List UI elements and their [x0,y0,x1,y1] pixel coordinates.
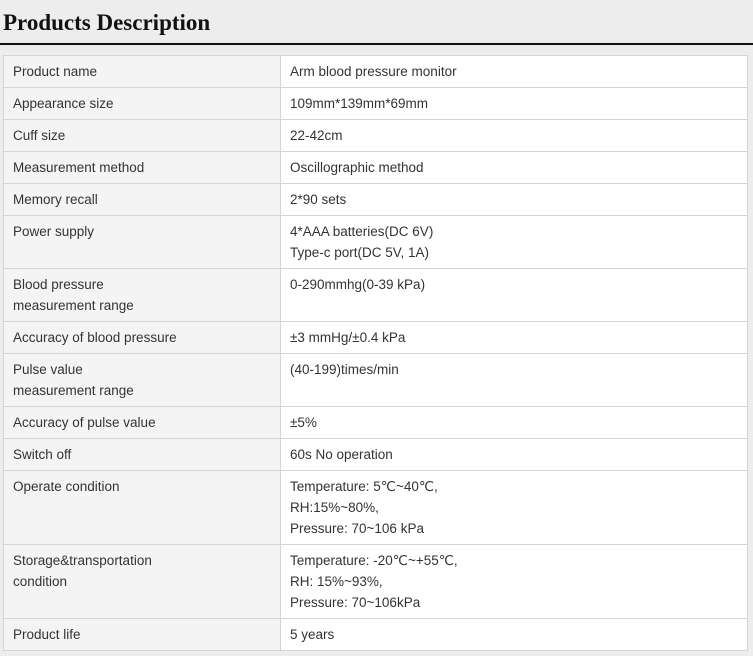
spec-row [4,120,748,152]
spec-label: Pulse value [13,362,83,377]
spec-table-wrapper [3,55,748,651]
spec-label: Product life [13,627,81,642]
spec-label: Cuff size [13,128,66,143]
spec-row [4,269,748,322]
spec-label-cell [4,407,281,439]
spec-value-cell [281,471,748,545]
spec-row [4,56,748,88]
spec-row [4,322,748,354]
spec-value: 0-290mmhg(0-39 kPa) [290,277,426,292]
spec-value: 2*90 sets [290,192,347,207]
spec-value: Oscillographic method [290,160,424,175]
spec-label: Operate condition [13,479,120,494]
spec-label: measurement range [13,298,134,313]
spec-value-cell [281,56,748,88]
spec-row [4,184,748,216]
spec-label-cell [4,120,281,152]
section-title: Products Description [0,0,753,45]
spec-value-cell [281,545,748,619]
spec-label-cell [4,322,281,354]
spec-value-cell [281,184,748,216]
spec-label: Appearance size [13,96,114,111]
spec-value-cell [281,407,748,439]
spec-label-cell [4,439,281,471]
spec-value: 4*AAA batteries(DC 6V) [290,224,434,239]
spec-label-cell [4,152,281,184]
spec-value-cell [281,619,748,651]
spec-value: (40-199)times/min [290,362,399,377]
spec-value-cell [281,120,748,152]
spec-label: measurement range [13,383,134,398]
spec-value-cell [281,88,748,120]
spec-label: Accuracy of blood pressure [13,330,177,345]
spec-value: 109mm*139mm*69mm [290,96,429,111]
spec-label: Product name [13,64,98,79]
spec-label: Blood pressure [13,277,104,292]
spec-label: Switch off [13,447,72,462]
spec-row [4,619,748,651]
spec-label: Memory recall [13,192,98,207]
spec-row [4,471,748,545]
spec-row [4,88,748,120]
spec-row [4,354,748,407]
spec-label: Storage&transportation [13,553,152,568]
spec-value: Temperature: 5℃~40℃, [290,479,438,494]
spec-label-cell [4,56,281,88]
spec-label: Power supply [13,224,95,239]
spec-table-body [4,56,748,651]
spec-value: Arm blood pressure monitor [290,64,457,79]
spec-label-cell [4,88,281,120]
spec-label: Accuracy of pulse value [13,415,156,430]
spec-row [4,545,748,619]
spec-label-cell [4,354,281,407]
spec-value-cell [281,269,748,322]
spec-label-cell [4,471,281,545]
spec-label-cell [4,216,281,269]
spec-value: Type-c port(DC 5V, 1A) [290,245,430,260]
spec-row [4,407,748,439]
spec-value: ±5% [290,415,317,430]
spec-label-cell [4,619,281,651]
spec-value: 5 years [290,627,335,642]
spec-value: Pressure: 70~106kPa [290,595,421,610]
spec-label-cell [4,269,281,322]
spec-value: RH: 15%~93%, [290,574,383,589]
spec-label: Measurement method [13,160,145,175]
spec-value-cell [281,216,748,269]
spec-value: 60s No operation [290,447,393,462]
spec-label: condition [13,574,68,589]
spec-value-cell [281,322,748,354]
spec-value: Temperature: -20℃~+55℃, [290,553,458,568]
spec-row [4,152,748,184]
spec-row [4,439,748,471]
spec-value-cell [281,439,748,471]
spec-value: ±3 mmHg/±0.4 kPa [290,330,406,345]
spec-value: 22-42cm [290,128,343,143]
spec-row [4,216,748,269]
spec-label-cell [4,545,281,619]
spec-label-cell [4,184,281,216]
spec-value: Pressure: 70~106 kPa [290,521,424,536]
spec-value: RH:15%~80%, [290,500,379,515]
spec-table [3,55,748,651]
spec-value-cell [281,152,748,184]
spec-value-cell [281,354,748,407]
